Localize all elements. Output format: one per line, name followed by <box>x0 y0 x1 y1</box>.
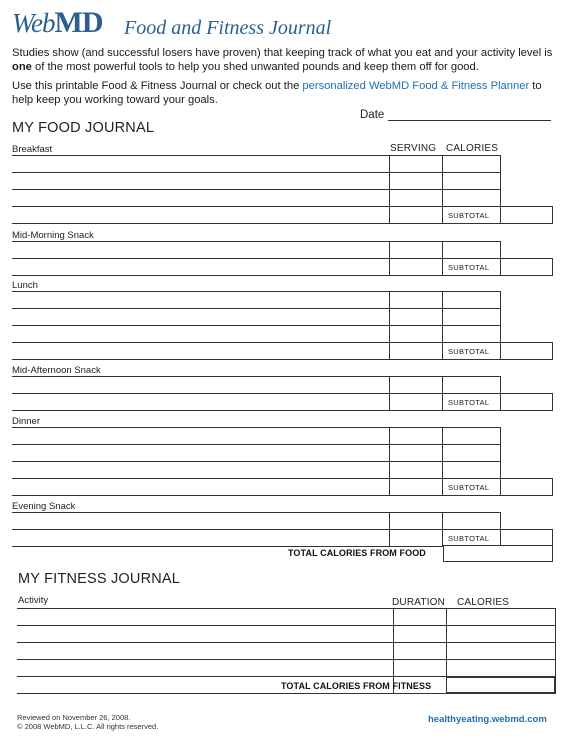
right-col-line <box>500 155 501 207</box>
fitness-row-line[interactable] <box>17 625 556 626</box>
food-row-line <box>12 291 501 292</box>
total-fitness-label: TOTAL CALORIES FROM FITNESS <box>281 681 432 691</box>
food-journal-title: MY FOOD JOURNAL <box>12 120 155 136</box>
total-food-label: TOTAL CALORIES FROM FOOD <box>288 548 426 558</box>
reviewed-date: Reviewed on November 26, 2008. <box>17 713 131 722</box>
serving-col-line <box>389 291 390 360</box>
activity-label: Activity <box>18 595 49 606</box>
subtotal-label: SUBTOTAL <box>448 347 490 356</box>
food-row-line <box>12 275 501 276</box>
footer-text <box>17 713 158 731</box>
food-row-line <box>12 512 501 513</box>
meal-label: Lunch <box>12 280 38 291</box>
site-link[interactable]: healthyeating.webmd.com <box>428 714 547 725</box>
subtotal-label: SUBTOTAL <box>448 534 490 543</box>
meal-label: Mid-Morning Snack <box>12 230 94 241</box>
intro-p2-line2: help keep you working toward your goals. <box>12 94 218 106</box>
right-col-line <box>500 512 501 530</box>
food-row-line[interactable] <box>12 393 501 394</box>
food-row-line <box>12 223 501 224</box>
serving-col-line <box>389 512 390 547</box>
intro-p2-end: to <box>532 80 542 92</box>
copyright: © 2008 WebMD, L.L.C. All rights reserved. <box>17 722 159 731</box>
food-row-line <box>12 241 501 242</box>
total-food-box[interactable] <box>443 545 553 562</box>
food-row-line <box>12 410 501 411</box>
food-row-line <box>12 376 501 377</box>
food-row-line[interactable] <box>12 189 501 190</box>
intro-p1-bold: one <box>12 61 32 73</box>
food-row-line[interactable] <box>12 172 501 173</box>
date-field-line[interactable] <box>388 120 551 121</box>
food-row-line[interactable] <box>12 342 501 343</box>
right-col-line <box>500 241 501 259</box>
food-row-line <box>12 546 501 547</box>
subtotal-divider <box>500 478 501 496</box>
serving-col-line <box>389 376 390 411</box>
serving-col-line <box>389 241 390 276</box>
fitness-right-line <box>555 608 556 694</box>
fitness-row-line[interactable] <box>17 693 556 694</box>
food-row-line[interactable] <box>12 206 501 207</box>
date-label: Date <box>360 109 385 121</box>
food-row-line[interactable] <box>12 461 501 462</box>
intro-paragraph-2 <box>12 79 564 107</box>
subtotal-divider <box>500 258 501 276</box>
subtotal-label: SUBTOTAL <box>448 263 490 272</box>
subtotal-divider <box>500 206 501 224</box>
fitness-row-line[interactable] <box>17 642 556 643</box>
food-row-line <box>12 495 501 496</box>
food-row-line[interactable] <box>12 308 501 309</box>
logo-web-text: Web <box>12 8 55 38</box>
fitness-row-line[interactable] <box>17 659 556 660</box>
intro-p1-start: Studies show (and successful losers have proven) that keeping track of what you eat and your activity level is <box>12 47 553 59</box>
meal-label: Breakfast <box>12 144 53 155</box>
food-row-line[interactable] <box>12 258 501 259</box>
meal-label: Dinner <box>12 416 40 427</box>
subtotal-divider <box>500 393 501 411</box>
food-row-line[interactable] <box>12 529 501 530</box>
subtotal-label: SUBTOTAL <box>448 398 490 407</box>
page-title: Food and Fitness Journal <box>124 17 332 39</box>
duration-header: DURATION <box>392 597 446 608</box>
logo-md-text: MD <box>54 6 103 39</box>
right-col-line <box>500 291 501 343</box>
meal-label: Evening Snack <box>12 501 76 512</box>
subtotal-divider <box>500 342 501 360</box>
webmd-logo <box>12 6 102 40</box>
subtotal-label: SUBTOTAL <box>448 211 490 220</box>
serving-col-line <box>389 427 390 496</box>
serving-col-line <box>389 155 390 224</box>
food-row-line <box>12 155 501 156</box>
food-fitness-planner-link[interactable]: personalized WebMD Food & Fitness Planner <box>302 80 530 92</box>
total-fitness-box[interactable] <box>446 677 555 693</box>
meal-label: Mid-Afternoon Snack <box>12 365 101 376</box>
serving-header: SERVING <box>390 143 437 154</box>
intro-p2-start: Use this printable Food & Fitness Journal or check out the <box>12 80 300 92</box>
subtotal-label: SUBTOTAL <box>448 483 490 492</box>
calories-header: CALORIES <box>446 143 499 154</box>
food-row-line <box>12 427 501 428</box>
intro-paragraph-1 <box>12 46 564 74</box>
fitness-row-line <box>17 608 556 609</box>
right-col-line <box>500 427 501 479</box>
food-row-line[interactable] <box>12 478 501 479</box>
food-row-line <box>12 359 501 360</box>
food-row-line[interactable] <box>12 444 501 445</box>
right-col-line <box>500 376 501 394</box>
fitness-journal-title: MY FITNESS JOURNAL <box>18 571 181 587</box>
fitness-calories-header: CALORIES <box>457 597 510 608</box>
intro-p1-end: of the most powerful tools to help you shed unwanted pounds and keep them off for good. <box>35 61 479 73</box>
food-row-line[interactable] <box>12 325 501 326</box>
